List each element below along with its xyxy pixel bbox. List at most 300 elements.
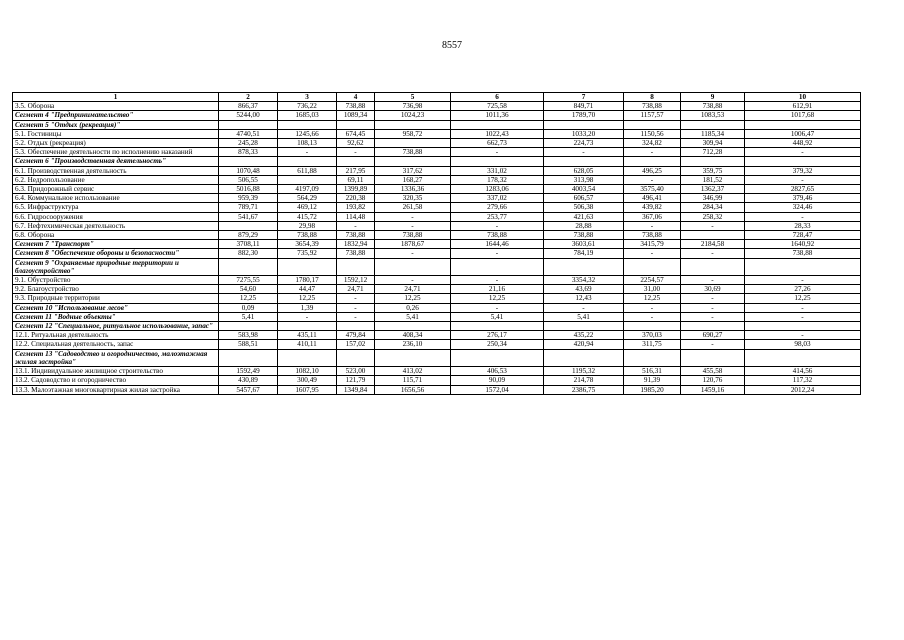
- table-cell: -: [681, 276, 745, 285]
- table-cell: 320,35: [375, 194, 451, 203]
- row-label: Сегмент 6 "Производственная деятельность": [13, 157, 219, 166]
- row-label: 9.2. Благоустройство: [13, 285, 219, 294]
- table-cell: -: [624, 312, 681, 321]
- row-label: 6.1. Производственная деятельность: [13, 166, 219, 175]
- table-cell: 879,29: [219, 231, 278, 240]
- row-label: Сегмент 5 "Отдых (рекреация)": [13, 120, 219, 129]
- table-cell: 1878,67: [375, 240, 451, 249]
- table-cell: -: [681, 294, 745, 303]
- table-cell: 115,71: [375, 376, 451, 385]
- table-cell: [337, 258, 375, 275]
- table-cell: [278, 175, 337, 184]
- table-row: [13, 203, 861, 212]
- table-cell: 2012,24: [745, 385, 861, 394]
- row-label: 5.3. Обеспечение деятельности по исполнению наказаний: [13, 148, 219, 157]
- table-cell: 725,58: [451, 102, 544, 111]
- table-cell: 1017,68: [745, 111, 861, 120]
- segment-row: [13, 157, 861, 166]
- table-row: [13, 166, 861, 175]
- table-cell: 1157,57: [624, 111, 681, 120]
- table-cell: 959,39: [219, 194, 278, 203]
- table-cell: 1607,95: [278, 385, 337, 394]
- table-cell: 0,09: [219, 303, 278, 312]
- table-cell: 245,28: [219, 139, 278, 148]
- row-label: 6.2. Недропользование: [13, 175, 219, 184]
- table-cell: -: [337, 221, 375, 230]
- table-cell: [745, 120, 861, 129]
- table-cell: 1083,53: [681, 111, 745, 120]
- table-row: [13, 231, 861, 240]
- table-cell: 415,72: [278, 212, 337, 221]
- table-row: [13, 385, 861, 394]
- table-cell: 44,47: [278, 285, 337, 294]
- table-cell: 253,77: [451, 212, 544, 221]
- segment-row: [13, 240, 861, 249]
- column-header: 2: [219, 93, 278, 102]
- segment-row: [13, 322, 861, 331]
- table-cell: -: [451, 148, 544, 157]
- row-label: 6.6. Гидросооружения: [13, 212, 219, 221]
- row-label: Сегмент 13 "Садоводство и огородничество, малоэтажная жилая застройка": [13, 349, 219, 366]
- table-cell: 1644,46: [451, 240, 544, 249]
- table-row: [13, 285, 861, 294]
- table-cell: 583,98: [219, 331, 278, 340]
- table-cell: [375, 322, 451, 331]
- table-cell: 738,88: [337, 249, 375, 258]
- table-cell: 1011,36: [451, 111, 544, 120]
- table-cell: -: [337, 312, 375, 321]
- row-label: Сегмент 12 "Специальное, ритуальное использование, запас": [13, 322, 219, 331]
- table-cell: 28,33: [745, 221, 861, 230]
- table-cell: [337, 349, 375, 366]
- table-cell: 3654,39: [278, 240, 337, 249]
- row-label: Сегмент 10 "Использование лесов": [13, 303, 219, 312]
- table-cell: 410,11: [278, 340, 337, 349]
- table-cell: [745, 322, 861, 331]
- table-cell: -: [451, 221, 544, 230]
- table-cell: 5016,88: [219, 185, 278, 194]
- table-cell: 1070,48: [219, 166, 278, 175]
- table-cell: 217,95: [337, 166, 375, 175]
- table-cell: 439,82: [624, 203, 681, 212]
- table-cell: 220,38: [337, 194, 375, 203]
- table-cell: -: [375, 221, 451, 230]
- table-cell: 1283,06: [451, 185, 544, 194]
- table-cell: -: [375, 212, 451, 221]
- table-cell: -: [624, 249, 681, 258]
- table-cell: 27,26: [745, 285, 861, 294]
- table-cell: 455,58: [681, 367, 745, 376]
- row-label: Сегмент 9 "Охраняемые природные территории и благоустройство": [13, 258, 219, 275]
- table-cell: 738,88: [337, 102, 375, 111]
- table-cell: 738,88: [278, 231, 337, 240]
- table-cell: -: [375, 276, 451, 285]
- table-cell: [624, 157, 681, 166]
- table-cell: 370,03: [624, 331, 681, 340]
- table-cell: 1459,16: [681, 385, 745, 394]
- table-cell: 690,27: [681, 331, 745, 340]
- table-cell: 789,71: [219, 203, 278, 212]
- table-cell: [544, 258, 624, 275]
- table-cell: 4197,09: [278, 185, 337, 194]
- table-cell: 1656,56: [375, 385, 451, 394]
- table-cell: 1185,34: [681, 129, 745, 138]
- table-cell: [375, 120, 451, 129]
- table-cell: 54,60: [219, 285, 278, 294]
- table-cell: -: [624, 221, 681, 230]
- table-cell: 564,29: [278, 194, 337, 203]
- table-cell: 1832,94: [337, 240, 375, 249]
- table-row: [13, 376, 861, 385]
- table-cell: 43,69: [544, 285, 624, 294]
- table-cell: 1,39: [278, 303, 337, 312]
- table-cell: 1089,34: [337, 111, 375, 120]
- table-cell: 506,55: [219, 175, 278, 184]
- table-cell: -: [544, 148, 624, 157]
- table-cell: [278, 120, 337, 129]
- table-cell: 30,69: [681, 285, 745, 294]
- table-cell: [624, 322, 681, 331]
- table-row: [13, 212, 861, 221]
- table-cell: [451, 120, 544, 129]
- row-label: 3.5. Оборона: [13, 102, 219, 111]
- table-cell: [451, 258, 544, 275]
- table-cell: 346,99: [681, 194, 745, 203]
- table-cell: 1362,37: [681, 185, 745, 194]
- table-cell: 588,51: [219, 340, 278, 349]
- table-cell: 662,73: [451, 139, 544, 148]
- table-cell: [451, 349, 544, 366]
- table-cell: [745, 157, 861, 166]
- table-cell: 1245,66: [278, 129, 337, 138]
- table-cell: 1685,03: [278, 111, 337, 120]
- table-cell: -: [745, 148, 861, 157]
- table-cell: 878,33: [219, 148, 278, 157]
- table-cell: 108,13: [278, 139, 337, 148]
- table-cell: 849,71: [544, 102, 624, 111]
- table-cell: 28,88: [544, 221, 624, 230]
- table-cell: 738,88: [375, 231, 451, 240]
- row-label: 9.3. Природные территории: [13, 294, 219, 303]
- segment-row: [13, 111, 861, 120]
- table-cell: 784,19: [544, 249, 624, 258]
- column-header: 9: [681, 93, 745, 102]
- table-cell: 379,46: [745, 194, 861, 203]
- table-cell: [544, 157, 624, 166]
- table-cell: 735,92: [278, 249, 337, 258]
- table-cell: 1640,92: [745, 240, 861, 249]
- table-cell: 448,92: [745, 139, 861, 148]
- table-cell: 117,32: [745, 376, 861, 385]
- table-cell: 420,94: [544, 340, 624, 349]
- row-label: 6.8. Оборона: [13, 231, 219, 240]
- row-label: 6.7. Нефтехимическая деятельность: [13, 221, 219, 230]
- column-header: 8: [624, 93, 681, 102]
- table-cell: 3575,40: [624, 185, 681, 194]
- segment-row: [13, 258, 861, 275]
- row-label: Сегмент 11 "Водные объекты": [13, 312, 219, 321]
- table-row: [13, 367, 861, 376]
- table-cell: [278, 157, 337, 166]
- table-cell: 1033,20: [544, 129, 624, 138]
- table-cell: 712,28: [681, 148, 745, 157]
- table-cell: 435,11: [278, 331, 337, 340]
- table-cell: -: [278, 148, 337, 157]
- table-cell: -: [745, 276, 861, 285]
- table-cell: 12,25: [278, 294, 337, 303]
- table-cell: -: [451, 249, 544, 258]
- table-cell: -: [624, 303, 681, 312]
- table-cell: 414,56: [745, 367, 861, 376]
- row-label: 6.4. Коммунальное использование: [13, 194, 219, 203]
- table-row: [13, 194, 861, 203]
- table-cell: [745, 349, 861, 366]
- table-cell: 120,76: [681, 376, 745, 385]
- row-label: 6.3. Придорожный сервис: [13, 185, 219, 194]
- table-cell: [219, 322, 278, 331]
- table-cell: 738,88: [681, 102, 745, 111]
- table-cell: [745, 258, 861, 275]
- table-header-row: [13, 93, 861, 102]
- row-label: Сегмент 4 "Предпринимательство": [13, 111, 219, 120]
- table-cell: [337, 120, 375, 129]
- table-cell: 261,58: [375, 203, 451, 212]
- table-cell: 5457,67: [219, 385, 278, 394]
- table-cell: -: [375, 249, 451, 258]
- table-cell: 4003,54: [544, 185, 624, 194]
- table-cell: 12,25: [375, 294, 451, 303]
- table-cell: 69,11: [337, 175, 375, 184]
- table-cell: -: [337, 294, 375, 303]
- table-cell: 91,39: [624, 376, 681, 385]
- table-cell: [624, 120, 681, 129]
- table-cell: 866,37: [219, 102, 278, 111]
- table-cell: [375, 349, 451, 366]
- table-cell: [624, 349, 681, 366]
- table-cell: 728,47: [745, 231, 861, 240]
- table-cell: 2184,58: [681, 240, 745, 249]
- column-header: 10: [745, 93, 861, 102]
- table-row: [13, 221, 861, 230]
- table-row: [13, 331, 861, 340]
- column-header: 5: [375, 93, 451, 102]
- table-cell: [681, 322, 745, 331]
- table-cell: 958,72: [375, 129, 451, 138]
- table-cell: -: [681, 249, 745, 258]
- segment-row: [13, 312, 861, 321]
- table-cell: -: [681, 340, 745, 349]
- table-row: [13, 139, 861, 148]
- table-cell: 12,25: [451, 294, 544, 303]
- segment-row: [13, 349, 861, 366]
- table-cell: [451, 157, 544, 166]
- row-label: 12.2. Специальная деятельность, запас: [13, 340, 219, 349]
- table-cell: -: [544, 303, 624, 312]
- table-cell: 313,98: [544, 175, 624, 184]
- table-cell: 523,00: [337, 367, 375, 376]
- table-cell: 7275,55: [219, 276, 278, 285]
- table-cell: 1780,17: [278, 276, 337, 285]
- row-label: Сегмент 8 "Обеспечение обороны и безопасности": [13, 249, 219, 258]
- table-cell: -: [337, 303, 375, 312]
- table-cell: [375, 139, 451, 148]
- table-cell: 506,38: [544, 203, 624, 212]
- column-header: 4: [337, 93, 375, 102]
- table-cell: -: [681, 303, 745, 312]
- table-cell: 738,88: [451, 231, 544, 240]
- column-header: 1: [13, 93, 219, 102]
- table-cell: 479,84: [337, 331, 375, 340]
- table-cell: 736,22: [278, 102, 337, 111]
- table-cell: [337, 322, 375, 331]
- table-cell: 516,31: [624, 367, 681, 376]
- table-cell: 0,26: [375, 303, 451, 312]
- table-cell: 300,49: [278, 376, 337, 385]
- table-cell: [375, 258, 451, 275]
- table-cell: 1399,89: [337, 185, 375, 194]
- table-cell: 276,17: [451, 331, 544, 340]
- table-cell: 5,41: [375, 312, 451, 321]
- table-cell: 5,41: [544, 312, 624, 321]
- table-cell: 279,66: [451, 203, 544, 212]
- table-cell: [451, 322, 544, 331]
- table-cell: [278, 322, 337, 331]
- table-cell: 496,41: [624, 194, 681, 203]
- row-label: 13.2. Садоводство и огородничество: [13, 376, 219, 385]
- table-cell: 258,32: [681, 212, 745, 221]
- table-cell: 24,71: [337, 285, 375, 294]
- table-cell: 606,57: [544, 194, 624, 203]
- table-row: [13, 175, 861, 184]
- table-cell: -: [745, 312, 861, 321]
- table-cell: -: [624, 148, 681, 157]
- table-cell: 611,88: [278, 166, 337, 175]
- table-cell: 2827,65: [745, 185, 861, 194]
- table-cell: 311,75: [624, 340, 681, 349]
- table-cell: [219, 221, 278, 230]
- table-cell: [624, 258, 681, 275]
- table-cell: 430,89: [219, 376, 278, 385]
- table-cell: 367,06: [624, 212, 681, 221]
- table-cell: 21,16: [451, 285, 544, 294]
- table-cell: [219, 349, 278, 366]
- table-cell: -: [745, 303, 861, 312]
- table-cell: 359,75: [681, 166, 745, 175]
- table-cell: -: [681, 312, 745, 321]
- table-row: [13, 340, 861, 349]
- table-cell: [375, 157, 451, 166]
- table-cell: -: [451, 276, 544, 285]
- table-cell: 324,46: [745, 203, 861, 212]
- table-cell: 738,88: [624, 102, 681, 111]
- table-cell: 469,12: [278, 203, 337, 212]
- table-cell: [681, 157, 745, 166]
- row-label: 5.1. Гостиницы: [13, 129, 219, 138]
- table-cell: 738,88: [544, 231, 624, 240]
- table-cell: 3415,79: [624, 240, 681, 249]
- table-cell: -: [745, 175, 861, 184]
- table-cell: [278, 349, 337, 366]
- table-cell: -: [624, 175, 681, 184]
- table-cell: 882,30: [219, 249, 278, 258]
- data-table: [12, 92, 861, 395]
- table-cell: 421,63: [544, 212, 624, 221]
- table-cell: [219, 120, 278, 129]
- table-cell: 1150,56: [624, 129, 681, 138]
- table-cell: 2254,57: [624, 276, 681, 285]
- table-row: [13, 276, 861, 285]
- table-cell: 3603,61: [544, 240, 624, 249]
- table-cell: [681, 258, 745, 275]
- table-cell: [337, 157, 375, 166]
- table-cell: 224,73: [544, 139, 624, 148]
- table-cell: 29,98: [278, 221, 337, 230]
- table-cell: 309,94: [681, 139, 745, 148]
- table-cell: 4740,51: [219, 129, 278, 138]
- table-cell: 236,10: [375, 340, 451, 349]
- table-cell: 12,25: [745, 294, 861, 303]
- table-cell: 496,25: [624, 166, 681, 175]
- table-cell: 178,32: [451, 175, 544, 184]
- table-cell: 1082,10: [278, 367, 337, 376]
- segment-row: [13, 120, 861, 129]
- table-cell: 413,02: [375, 367, 451, 376]
- row-label: 5.2. Отдых (рекреация): [13, 139, 219, 148]
- table-cell: 1592,12: [337, 276, 375, 285]
- table-row: [13, 185, 861, 194]
- table-cell: 612,91: [745, 102, 861, 111]
- table-cell: 157,02: [337, 340, 375, 349]
- table-cell: 1572,04: [451, 385, 544, 394]
- row-label: 12.1. Ритуальная деятельность: [13, 331, 219, 340]
- table-cell: 406,53: [451, 367, 544, 376]
- table-cell: -: [451, 303, 544, 312]
- table-cell: -: [745, 212, 861, 221]
- table-cell: [278, 258, 337, 275]
- table-cell: 284,34: [681, 203, 745, 212]
- table-cell: 628,05: [544, 166, 624, 175]
- table-cell: 1592,49: [219, 367, 278, 376]
- table-cell: 12,43: [544, 294, 624, 303]
- table-row: [13, 129, 861, 138]
- table-cell: 541,67: [219, 212, 278, 221]
- table-cell: 435,22: [544, 331, 624, 340]
- table-cell: -: [681, 221, 745, 230]
- table-cell: 168,27: [375, 175, 451, 184]
- table-cell: 250,34: [451, 340, 544, 349]
- table-cell: 98,03: [745, 340, 861, 349]
- table-cell: 3354,32: [544, 276, 624, 285]
- table-cell: 5,41: [451, 312, 544, 321]
- row-label: 6.5. Инфраструктура: [13, 203, 219, 212]
- column-header: 7: [544, 93, 624, 102]
- table-cell: 1336,36: [375, 185, 451, 194]
- table-cell: 736,98: [375, 102, 451, 111]
- table-cell: 1349,84: [337, 385, 375, 394]
- segment-row: [13, 249, 861, 258]
- table-cell: 738,88: [375, 148, 451, 157]
- table-cell: -: [745, 331, 861, 340]
- table-cell: 1789,70: [544, 111, 624, 120]
- table-cell: 181,52: [681, 175, 745, 184]
- table-cell: 90,09: [451, 376, 544, 385]
- table-cell: [219, 258, 278, 275]
- table-row: [13, 148, 861, 157]
- table-cell: 214,78: [544, 376, 624, 385]
- table-cell: 1195,32: [544, 367, 624, 376]
- row-label: 13.3. Малоэтажная многоквартирная жилая застройка: [13, 385, 219, 394]
- table-cell: 738,88: [624, 231, 681, 240]
